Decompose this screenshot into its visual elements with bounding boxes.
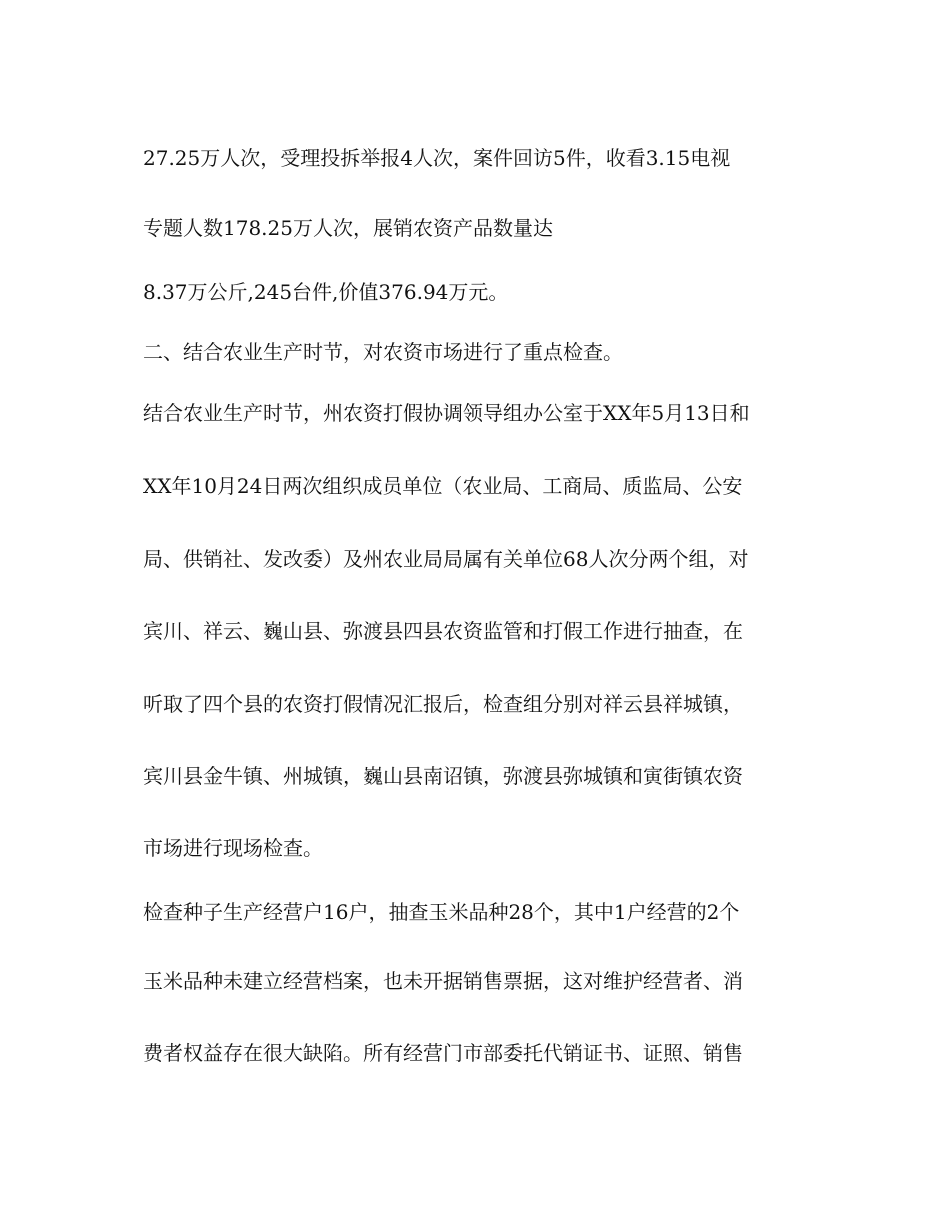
text-line-7: 局、供销社、发改委）及州农业局局属有关单位68人次分两个组，对 bbox=[143, 547, 749, 571]
text-line-14: 费者权益存在很大缺陷。所有经营门市部委托代销证书、证照、销售 bbox=[143, 1041, 743, 1065]
text-line-11: 市场进行现场检查。 bbox=[143, 836, 323, 860]
text-line-2: 专题人数178.25万人次，展销农资产品数量达 bbox=[143, 216, 553, 240]
text-line-6: XX年10月24日两次组织成员单位（农业局、工商局、质监局、公安 bbox=[143, 474, 743, 498]
text-line-5: 结合农业生产时节，州农资打假协调领导组办公室于XX年5月13日和 bbox=[143, 401, 750, 425]
text-line-13: 玉米品种未建立经营档案，也未开据销售票据，这对维护经营者、消 bbox=[143, 969, 743, 993]
section-heading: 二、结合农业生产时节，对农资市场进行了重点检查。 bbox=[143, 340, 623, 364]
text-line-10: 宾川县金牛镇、州城镇，巍山县南诏镇，弥渡县弥城镇和寅街镇农资 bbox=[143, 764, 743, 788]
text-line-12: 检查种子生产经营户16户，抽查玉米品种28个，其中1户经营的2个 bbox=[143, 900, 740, 924]
text-line-3: 8.37万公斤,245台件,价值376.94万元。 bbox=[143, 280, 509, 304]
text-line-1: 27.25万人次，受理投拆举报4人次，案件回访5件，收看3.15电视 bbox=[143, 146, 731, 170]
text-line-9: 听取了四个县的农资打假情况汇报后，检查组分别对祥云县祥城镇， bbox=[143, 692, 743, 716]
text-line-8: 宾川、祥云、巍山县、弥渡县四县农资监管和打假工作进行抽查，在 bbox=[143, 619, 743, 643]
